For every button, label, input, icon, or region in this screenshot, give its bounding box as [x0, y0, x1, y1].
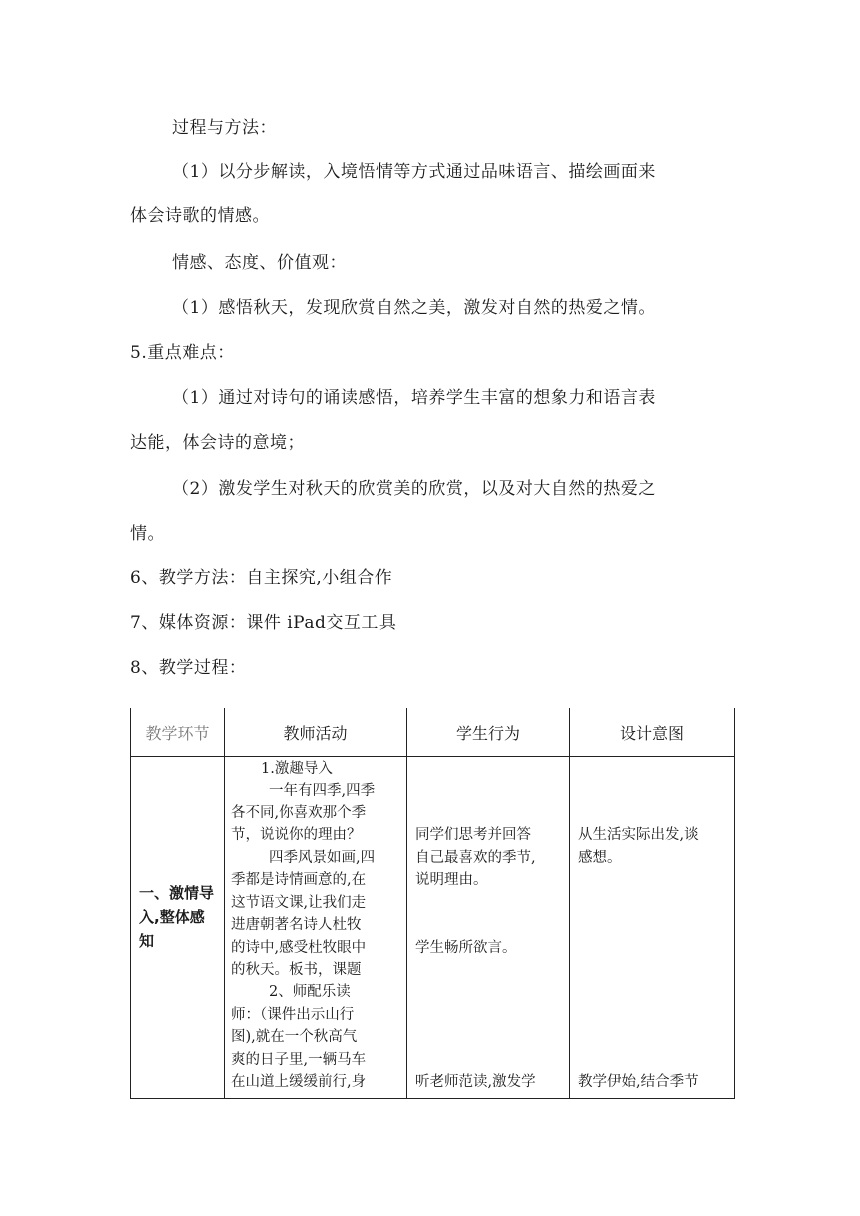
cell-line: 一年有四季,四季 — [269, 783, 376, 799]
paragraph: （1）以分步解读，入境悟情等方式通过品味语言、描绘画面来 — [172, 162, 656, 182]
stage-line: 知 — [139, 932, 155, 950]
section-heading: 6、教学方法：自主探究,小组合作 — [130, 568, 393, 588]
paragraph: 达能，体会诗的意境； — [130, 433, 305, 453]
table-header-row — [131, 708, 735, 757]
cell-line: 进唐朝著名诗人杜牧 — [231, 917, 362, 933]
cell-line: 的秋天。板书，课题 — [231, 962, 362, 978]
table-row — [131, 757, 735, 1099]
cell-line: 爽的日子里,一辆马车 — [231, 1052, 367, 1068]
cell-line: 同学们思考并回答 — [415, 827, 531, 843]
header-cell: 设计意图 — [570, 708, 735, 757]
paragraph: （1）通过对诗句的诵读感悟，培养学生丰富的想象力和语言表 — [172, 388, 656, 408]
cell-line: 教学伊始,结合季节 — [578, 1074, 699, 1090]
cell-line: 师：（课件出示山行 — [231, 1007, 355, 1023]
design-intent-cell — [570, 757, 735, 1099]
cell-line: 的诗中,感受杜牧眼中 — [231, 940, 367, 956]
cell-line: 各不同,你喜欢那个季 — [231, 805, 367, 821]
teacher-activity-cell — [225, 757, 407, 1099]
cell-line: 听老师范读,激发学 — [415, 1074, 536, 1090]
cell-line: 这节语文课,让我们走 — [231, 895, 367, 911]
stage-line: 一、激情导 — [139, 884, 215, 902]
header-cell: 教师活动 — [225, 708, 407, 757]
cell-line: 图),就在一个秋高气 — [231, 1029, 358, 1045]
stage-line: 入,整体感 — [139, 908, 205, 926]
cell-line: 1.激趣导入 — [261, 761, 333, 777]
teaching-process-table — [130, 708, 735, 1099]
section-heading: 5.重点难点： — [130, 343, 235, 363]
paragraph: （1）感悟秋天，发现欣赏自然之美，激发对自然的热爱之情。 — [172, 298, 656, 318]
paragraph: 情。 — [130, 524, 165, 544]
cell-line: 节，说说你的理由？ — [231, 827, 362, 843]
cell-line: 感想。 — [578, 850, 622, 866]
paragraph: 体会诗歌的情感。 — [130, 206, 270, 226]
cell-line: 从生活实际出发,谈 — [578, 827, 699, 843]
section-heading: 8、教学过程： — [130, 658, 247, 678]
cell-line: 季都是诗情画意的,在 — [231, 872, 367, 888]
cell-line: 学生畅所欲言。 — [415, 940, 517, 956]
header-cell: 教学环节 — [131, 708, 225, 757]
paragraph: （2）激发学生对秋天的欣赏美的欣赏，以及对大自然的热爱之 — [172, 479, 656, 499]
student-behavior-cell — [407, 757, 570, 1099]
header-cell: 学生行为 — [407, 708, 570, 757]
cell-line: 说明理由。 — [415, 872, 488, 888]
paragraph: 过程与方法： — [172, 118, 277, 138]
cell-line: 在山道上缓缓前行,身 — [231, 1074, 367, 1090]
stage-cell — [131, 757, 225, 1099]
section-heading: 7、媒体资源：课件 iPad交互工具 — [130, 613, 397, 633]
cell-line: 2、师配乐读 — [269, 984, 351, 1000]
paragraph: 情感、态度、价值观： — [172, 253, 347, 273]
cell-line: 自己最喜欢的季节, — [415, 850, 536, 866]
cell-line: 四季风景如画,四 — [269, 850, 376, 866]
